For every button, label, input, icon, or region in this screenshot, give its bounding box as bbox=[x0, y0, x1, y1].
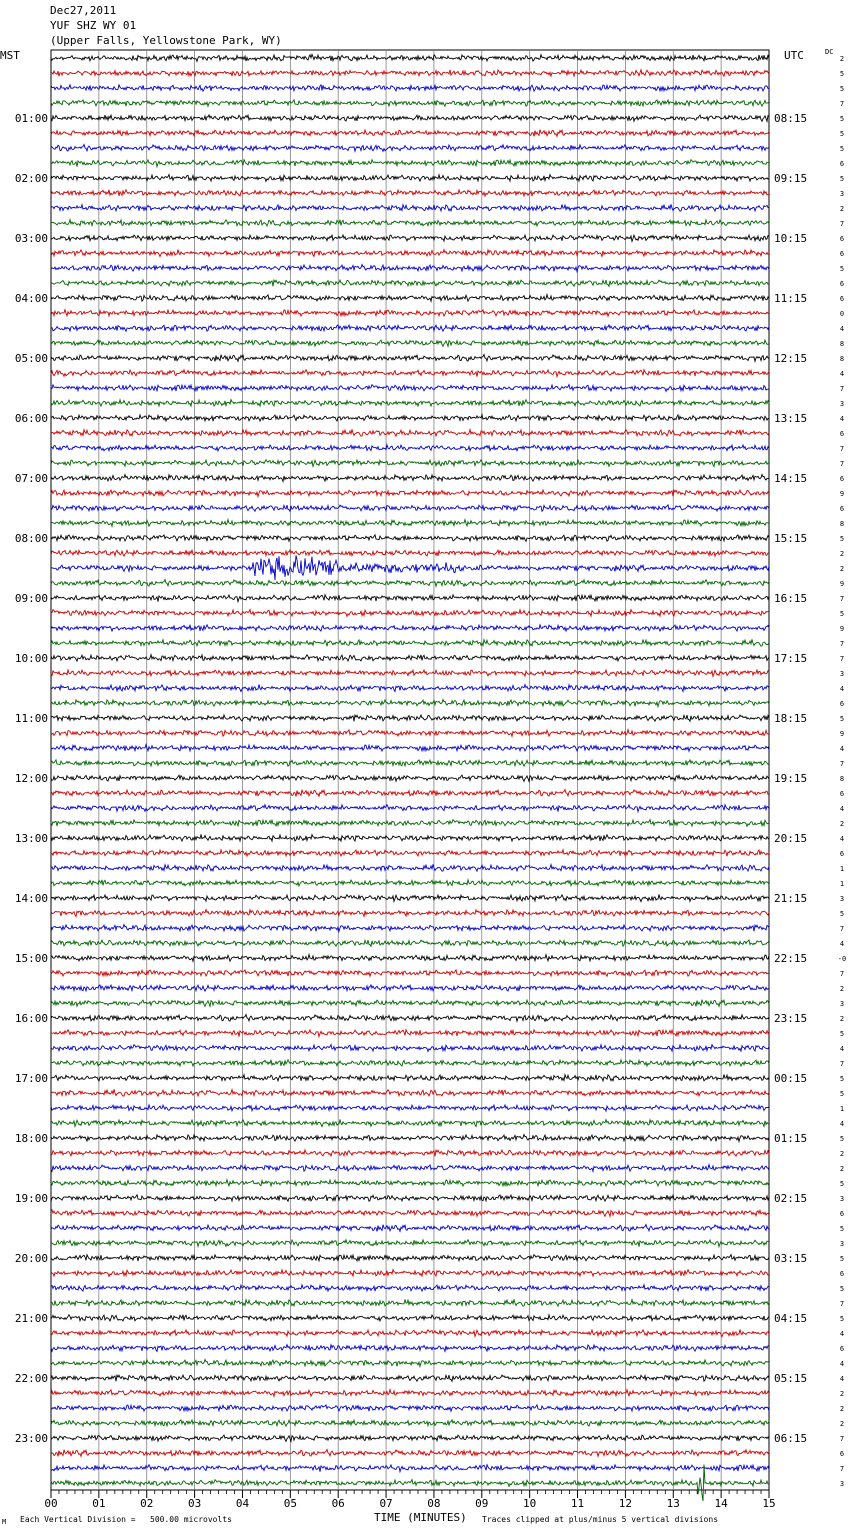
trace-row-86 bbox=[51, 1345, 769, 1352]
trace-row-42 bbox=[51, 685, 769, 692]
x-tick-label: 09 bbox=[475, 1497, 489, 1510]
dc-offset-label: 5 bbox=[839, 1075, 845, 1083]
utc-hour-label: 22:15 bbox=[774, 952, 808, 965]
trace-row-47 bbox=[51, 760, 769, 766]
station-label: YUF SHZ WY 01 bbox=[50, 19, 137, 32]
trace-row-32 bbox=[51, 535, 769, 541]
x-tick-label: 08 bbox=[427, 1497, 441, 1510]
dc-offset-label: 5 bbox=[839, 1315, 845, 1323]
utc-hour-label: 23:15 bbox=[774, 1012, 808, 1025]
trace-row-69 bbox=[51, 1089, 769, 1096]
dc-offset-label: 4 bbox=[839, 1330, 845, 1338]
dc-offset-label: 5 bbox=[839, 1180, 845, 1188]
trace-row-13 bbox=[51, 250, 769, 257]
mst-hour-label: 10:00 bbox=[14, 652, 48, 665]
trace-row-43 bbox=[51, 699, 769, 706]
x-tick-label: 01 bbox=[92, 1497, 106, 1510]
trace-row-40 bbox=[51, 655, 769, 662]
utc-hour-label: 08:15 bbox=[774, 112, 808, 125]
x-tick-label: 07 bbox=[379, 1497, 393, 1510]
trace-row-11 bbox=[51, 220, 769, 226]
trace-row-39 bbox=[51, 639, 769, 646]
trace-row-61 bbox=[51, 970, 769, 976]
trace-row-18 bbox=[51, 325, 769, 331]
utc-hour-label: 00:15 bbox=[774, 1072, 808, 1085]
utc-hour-label: 19:15 bbox=[774, 772, 808, 785]
utc-zone-label: UTC bbox=[784, 49, 804, 62]
dc-offset-label: 9 bbox=[839, 730, 845, 738]
dc-offset-label: 5 bbox=[839, 70, 845, 78]
trace-row-1 bbox=[51, 70, 769, 76]
utc-hour-label: 04:15 bbox=[774, 1312, 808, 1325]
trace-row-49 bbox=[51, 790, 769, 797]
date-label: Dec27,2011 bbox=[50, 4, 117, 17]
dc-offset-label: 5 bbox=[839, 1225, 845, 1233]
dc-offset-label: 4 bbox=[839, 1360, 845, 1368]
location-label: (Upper Falls, Yellowstone Park, WY) bbox=[50, 34, 282, 47]
trace-row-34 bbox=[51, 555, 769, 580]
dc-offset-label: 5 bbox=[839, 1255, 845, 1263]
dc-offset-label: 6 bbox=[839, 475, 845, 483]
mst-hour-label: 08:00 bbox=[14, 532, 48, 545]
dc-offset-label: 4 bbox=[839, 415, 845, 423]
mst-hour-label: 13:00 bbox=[14, 832, 48, 845]
dc-offset-label: 2 bbox=[839, 205, 845, 213]
dc-offset-label: 2 bbox=[839, 1405, 845, 1413]
dc-offset-label: 6 bbox=[839, 1210, 845, 1218]
trace-row-19 bbox=[51, 340, 769, 346]
utc-hour-label: 01:15 bbox=[774, 1132, 808, 1145]
dc-offset-label: 6 bbox=[839, 700, 845, 708]
mst-hour-label: 11:00 bbox=[14, 712, 48, 725]
trace-row-68 bbox=[51, 1074, 769, 1081]
trace-row-16 bbox=[51, 295, 769, 302]
trace-row-24 bbox=[51, 415, 769, 422]
mst-hour-label: 12:00 bbox=[14, 772, 48, 785]
mst-hour-label: 05:00 bbox=[14, 352, 48, 365]
dc-offset-label: 1 bbox=[839, 880, 845, 888]
trace-row-36 bbox=[51, 595, 769, 602]
dc-offset-label: 7 bbox=[839, 460, 845, 468]
trace-row-41 bbox=[51, 670, 769, 677]
trace-row-3 bbox=[51, 100, 769, 106]
x-tick-label: 13 bbox=[666, 1497, 680, 1510]
dc-offset-label: 2 bbox=[839, 820, 845, 828]
utc-hour-label: 20:15 bbox=[774, 832, 808, 845]
dc-offset-label: 3 bbox=[839, 1480, 845, 1488]
trace-row-4 bbox=[51, 115, 769, 121]
trace-row-57 bbox=[51, 910, 769, 917]
trace-row-15 bbox=[51, 280, 769, 286]
dc-offset-label: 3 bbox=[839, 895, 845, 903]
dc-offset-label: 7 bbox=[839, 1465, 845, 1473]
x-tick-label: 02 bbox=[140, 1497, 154, 1510]
trace-row-52 bbox=[51, 835, 769, 841]
trace-row-31 bbox=[51, 520, 769, 527]
trace-row-93 bbox=[51, 1450, 769, 1457]
dc-offset-label: 7 bbox=[839, 595, 845, 603]
trace-row-2 bbox=[51, 85, 769, 91]
dc-offset-label: 5 bbox=[839, 1090, 845, 1098]
dc-offset-label: 3 bbox=[839, 1000, 845, 1008]
x-tick-label: 11 bbox=[570, 1497, 585, 1510]
dc-offset-label: 9 bbox=[839, 580, 845, 588]
trace-row-67 bbox=[51, 1060, 769, 1066]
dc-offset-label: 6 bbox=[839, 505, 845, 513]
dc-offset-label: 2 bbox=[839, 985, 845, 993]
dc-offset-label: 3 bbox=[839, 1240, 845, 1248]
trace-row-0 bbox=[51, 54, 769, 61]
trace-row-79 bbox=[51, 1240, 769, 1247]
dc-offset-label: 7 bbox=[839, 100, 845, 108]
dc-offset-label: 4 bbox=[839, 805, 845, 813]
dc-offset-label: 2 bbox=[839, 1015, 845, 1023]
dc-offset-label: 4 bbox=[839, 685, 845, 693]
trace-row-85 bbox=[51, 1330, 769, 1337]
dc-offset-label: 0 bbox=[839, 310, 845, 318]
dc-label: DC bbox=[825, 48, 834, 56]
trace-row-14 bbox=[51, 264, 769, 271]
dc-offset-label: 8 bbox=[839, 355, 845, 363]
trace-row-77 bbox=[51, 1210, 769, 1216]
trace-row-5 bbox=[51, 130, 769, 137]
dc-offset-label: 8 bbox=[839, 520, 845, 528]
trace-row-76 bbox=[51, 1195, 769, 1201]
trace-row-33 bbox=[51, 550, 769, 556]
trace-row-65 bbox=[51, 1030, 769, 1037]
trace-row-50 bbox=[51, 805, 769, 812]
dc-offset-label: 4 bbox=[839, 940, 845, 948]
trace-row-30 bbox=[51, 505, 769, 511]
dc-offset-label: 6 bbox=[839, 280, 845, 288]
trace-row-84 bbox=[51, 1315, 769, 1321]
mst-hour-label: 02:00 bbox=[14, 172, 48, 185]
trace-row-51 bbox=[51, 820, 769, 827]
dc-offset-label: 5 bbox=[839, 715, 845, 723]
trace-row-94 bbox=[51, 1465, 769, 1472]
trace-row-23 bbox=[51, 400, 769, 406]
utc-hour-label: 05:15 bbox=[774, 1372, 808, 1385]
trace-row-92 bbox=[51, 1435, 769, 1441]
x-tick-label: 04 bbox=[235, 1497, 250, 1510]
dc-offset-label: 3 bbox=[839, 190, 845, 198]
trace-row-12 bbox=[51, 235, 769, 242]
dc-offset-label: 6 bbox=[839, 295, 845, 303]
dc-offset-label: 2 bbox=[839, 1420, 845, 1428]
trace-row-90 bbox=[51, 1405, 769, 1411]
dc-offset-label: 2 bbox=[839, 55, 845, 63]
mst-zone-label: MST bbox=[0, 49, 20, 62]
mst-hour-label: 18:00 bbox=[14, 1132, 48, 1145]
dc-offset-label: 5 bbox=[839, 175, 845, 183]
utc-hour-label: 06:15 bbox=[774, 1432, 808, 1445]
dc-offset-label: 5 bbox=[839, 1135, 845, 1143]
dc-offset-label: 4 bbox=[839, 1120, 845, 1128]
dc-offset-label: 4 bbox=[839, 835, 845, 843]
trace-layer bbox=[51, 54, 769, 1501]
trace-row-55 bbox=[51, 880, 769, 886]
dc-offset-label: 7 bbox=[839, 760, 845, 768]
utc-hour-label: 12:15 bbox=[774, 352, 808, 365]
dc-offset-label: 5 bbox=[839, 1030, 845, 1038]
trace-row-71 bbox=[51, 1120, 769, 1127]
utc-hour-label: 10:15 bbox=[774, 232, 808, 245]
dc-offset-label: 7 bbox=[839, 640, 845, 648]
trace-row-88 bbox=[51, 1375, 769, 1381]
dc-offset-label: 2 bbox=[839, 1165, 845, 1173]
utc-hour-label: 18:15 bbox=[774, 712, 808, 725]
dc-offset-label: 6 bbox=[839, 850, 845, 858]
dc-offset-label: 9 bbox=[839, 625, 845, 633]
dc-offset-label: 7 bbox=[839, 220, 845, 228]
trace-row-73 bbox=[51, 1150, 769, 1156]
trace-row-26 bbox=[51, 445, 769, 451]
dc-offset-label: 2 bbox=[839, 550, 845, 558]
trace-row-63 bbox=[51, 1000, 769, 1007]
mst-hour-label: 17:00 bbox=[14, 1072, 48, 1085]
mst-hour-label: 16:00 bbox=[14, 1012, 48, 1025]
trace-row-22 bbox=[51, 385, 769, 392]
dc-offset-label: 3 bbox=[839, 400, 845, 408]
x-tick-label: 10 bbox=[523, 1497, 537, 1510]
trace-row-8 bbox=[51, 175, 769, 182]
trace-row-27 bbox=[51, 460, 769, 467]
trace-row-89 bbox=[51, 1390, 769, 1397]
dc-offset-label: 6 bbox=[839, 160, 845, 168]
mst-hour-label: 19:00 bbox=[14, 1192, 48, 1205]
trace-row-46 bbox=[51, 745, 769, 752]
trace-row-95 bbox=[51, 1465, 769, 1502]
trace-row-91 bbox=[51, 1420, 769, 1426]
trace-row-64 bbox=[51, 1015, 769, 1022]
utc-hour-label: 17:15 bbox=[774, 652, 808, 665]
dc-offset-label: 4 bbox=[839, 745, 845, 753]
mst-hour-label: 03:00 bbox=[14, 232, 48, 245]
dc-offset-label: 7 bbox=[839, 1060, 845, 1068]
dc-offset-label: 2 bbox=[839, 1150, 845, 1158]
x-tick-label: 05 bbox=[283, 1497, 297, 1510]
dc-offset-label: 5 bbox=[839, 130, 845, 138]
trace-row-54 bbox=[51, 864, 769, 871]
dc-offset-label: 7 bbox=[839, 1300, 845, 1308]
dc-offset-label: 6 bbox=[839, 250, 845, 258]
trace-row-87 bbox=[51, 1359, 769, 1366]
dc-offset-label: 5 bbox=[839, 1285, 845, 1293]
mst-hour-label: 01:00 bbox=[14, 112, 48, 125]
trace-row-9 bbox=[51, 190, 769, 196]
dc-offset-label: 6 bbox=[839, 790, 845, 798]
trace-row-48 bbox=[51, 775, 769, 781]
x-axis-title: TIME (MINUTES) bbox=[374, 1511, 467, 1524]
trace-row-72 bbox=[51, 1134, 769, 1141]
dc-offset-label: 7 bbox=[839, 970, 845, 978]
utc-hour-label: 11:15 bbox=[774, 292, 808, 305]
dc-offset-label: 7 bbox=[839, 925, 845, 933]
trace-row-60 bbox=[51, 955, 769, 962]
x-tick-label: 15 bbox=[762, 1497, 776, 1510]
x-tick-label: 00 bbox=[44, 1497, 58, 1510]
trace-row-17 bbox=[51, 310, 769, 317]
trace-row-28 bbox=[51, 474, 769, 481]
trace-row-66 bbox=[51, 1045, 769, 1052]
dc-offset-label: 1 bbox=[839, 865, 845, 873]
dc-offset-label: 3 bbox=[839, 670, 845, 678]
mst-hour-label: 15:00 bbox=[14, 952, 48, 965]
trace-row-44 bbox=[51, 715, 769, 721]
dc-offset-label: 7 bbox=[839, 655, 845, 663]
trace-row-10 bbox=[51, 204, 769, 211]
plot-frame bbox=[51, 50, 769, 1490]
x-tick-label: 06 bbox=[331, 1497, 345, 1510]
trace-row-20 bbox=[51, 355, 769, 362]
dc-offset-label: 4 bbox=[839, 370, 845, 378]
trace-row-21 bbox=[51, 370, 769, 377]
dc-offset-label: 6 bbox=[839, 1270, 845, 1278]
trace-row-53 bbox=[51, 850, 769, 857]
dc-offset-label: 5 bbox=[839, 115, 845, 123]
dc-offset-label: 4 bbox=[839, 1375, 845, 1383]
dc-offset-label: 3 bbox=[839, 1195, 845, 1203]
corner-mark: M bbox=[2, 1518, 7, 1526]
mst-hour-label: 20:00 bbox=[14, 1252, 48, 1265]
utc-hour-label: 13:15 bbox=[774, 412, 808, 425]
utc-hour-label: 09:15 bbox=[774, 172, 808, 185]
dc-offset-label: 6 bbox=[839, 430, 845, 438]
trace-row-35 bbox=[51, 580, 769, 587]
mst-hour-label: 06:00 bbox=[14, 412, 48, 425]
dc-offset-label: -0 bbox=[837, 955, 847, 963]
x-tick-label: 14 bbox=[714, 1497, 728, 1510]
trace-row-62 bbox=[51, 985, 769, 991]
trace-row-82 bbox=[51, 1285, 769, 1291]
trace-row-56 bbox=[51, 895, 769, 902]
mst-hour-label: 14:00 bbox=[14, 892, 48, 905]
dc-offset-label: 6 bbox=[839, 235, 845, 243]
dc-offset-label: 4 bbox=[839, 325, 845, 333]
dc-offset-label: 5 bbox=[839, 535, 845, 543]
trace-row-78 bbox=[51, 1225, 769, 1232]
utc-hour-label: 14:15 bbox=[774, 472, 808, 485]
dc-offset-label: 5 bbox=[839, 265, 845, 273]
utc-hour-label: 16:15 bbox=[774, 592, 808, 605]
x-tick-label: 03 bbox=[187, 1497, 202, 1510]
dc-offset-label: 5 bbox=[839, 910, 845, 918]
dc-offset-label: 8 bbox=[839, 775, 845, 783]
trace-row-74 bbox=[51, 1165, 769, 1172]
mst-hour-label: 23:00 bbox=[14, 1432, 48, 1445]
trace-row-45 bbox=[51, 730, 769, 737]
dc-offset-label: 7 bbox=[839, 1435, 845, 1443]
dc-offset-label: 5 bbox=[839, 145, 845, 153]
dc-offset-label: 2 bbox=[839, 565, 845, 573]
dc-offset-label: 7 bbox=[839, 385, 845, 393]
mst-hour-label: 07:00 bbox=[14, 472, 48, 485]
trace-row-80 bbox=[51, 1255, 769, 1261]
dc-offset-label: 1 bbox=[839, 1105, 845, 1113]
dc-offset-label: 8 bbox=[839, 340, 845, 348]
utc-hour-label: 15:15 bbox=[774, 532, 808, 545]
trace-row-38 bbox=[51, 625, 769, 631]
trace-row-25 bbox=[51, 429, 769, 436]
trace-row-83 bbox=[51, 1299, 769, 1306]
trace-row-58 bbox=[51, 924, 769, 931]
trace-row-6 bbox=[51, 145, 769, 152]
x-tick-label: 12 bbox=[618, 1497, 633, 1510]
utc-hour-label: 02:15 bbox=[774, 1192, 808, 1205]
trace-row-59 bbox=[51, 940, 769, 946]
scale-note: Each Vertical Division = 500.00 microvolts bbox=[20, 1515, 232, 1524]
mst-hour-label: 04:00 bbox=[14, 292, 48, 305]
trace-row-29 bbox=[51, 490, 769, 497]
mst-hour-label: 09:00 bbox=[14, 592, 48, 605]
trace-row-7 bbox=[51, 160, 769, 167]
utc-hour-label: 21:15 bbox=[774, 892, 808, 905]
mst-hour-label: 22:00 bbox=[14, 1372, 48, 1385]
dc-offset-label: 4 bbox=[839, 1045, 845, 1053]
trace-row-70 bbox=[51, 1105, 769, 1111]
dc-offset-label: 7 bbox=[839, 445, 845, 453]
utc-hour-label: 03:15 bbox=[774, 1252, 808, 1265]
dc-offset-label: 2 bbox=[839, 1390, 845, 1398]
dc-offset-label: 5 bbox=[839, 610, 845, 618]
trace-row-81 bbox=[51, 1270, 769, 1277]
clip-note: Traces clipped at plus/minus 5 vertical divisions bbox=[482, 1515, 719, 1524]
dc-offset-label: 6 bbox=[839, 1450, 845, 1458]
trace-row-37 bbox=[51, 610, 769, 617]
mst-hour-label: 21:00 bbox=[14, 1312, 48, 1325]
dc-offset-label: 9 bbox=[839, 490, 845, 498]
dc-offset-label: 5 bbox=[839, 85, 845, 93]
trace-row-75 bbox=[51, 1180, 769, 1187]
dc-offset-label: 6 bbox=[839, 1345, 845, 1353]
